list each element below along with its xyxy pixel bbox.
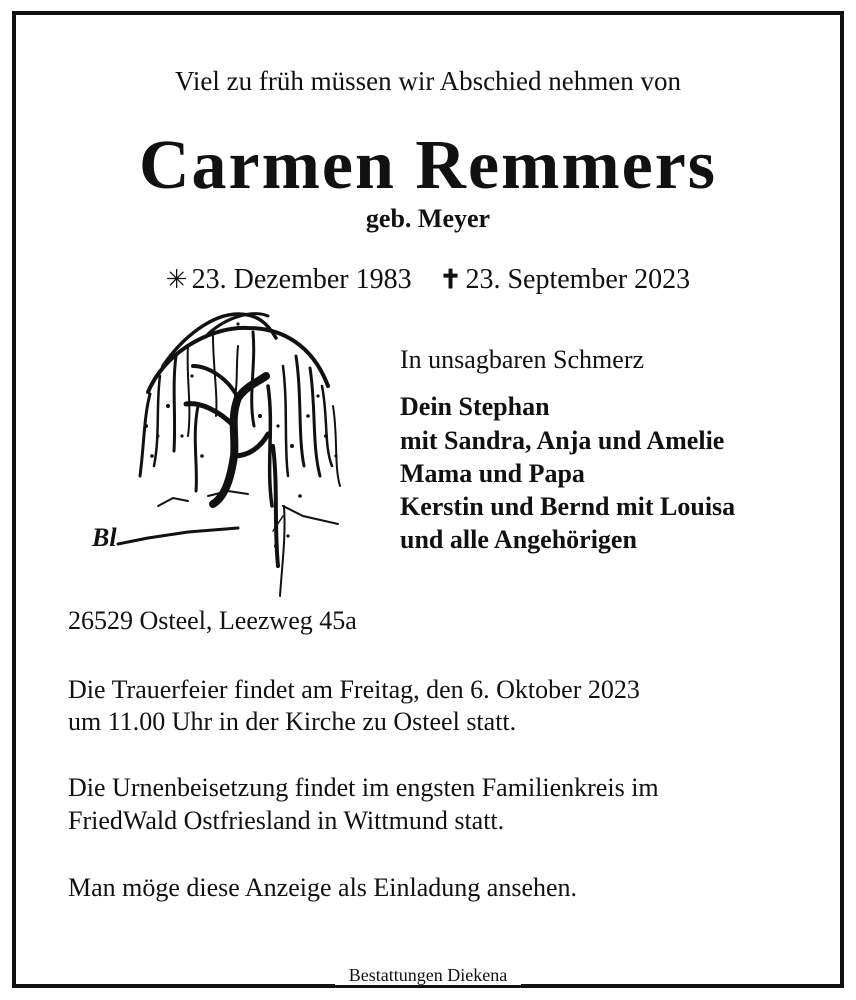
mourner-line: Mama und Papa [400,459,585,488]
urn-burial-line: Die Urnenbeisetzung findet im engsten Familienkreis im [68,773,659,802]
mourner-line: Kerstin und Bernd mit Louisa [400,492,736,521]
birth-date: 23. Dezember 1983 [191,264,412,295]
invitation-note: Man möge diese Anzeige als Einladung ansehen. [68,873,578,902]
mourner-line: und alle Angehörigen [400,525,637,554]
mourner-line: Dein Stephan [400,392,550,421]
mourner-line: mit Sandra, Anja und Amelie [400,426,725,455]
weeping-willow-icon [88,306,348,606]
footer [0,965,856,986]
mourners-intro: In unsagbaren Schmerz [400,345,645,374]
life-dates [0,264,856,296]
deceased-name: Carmen Remmers [138,127,718,204]
intro-line: Viel zu früh müssen wir Abschied nehmen von [174,66,682,96]
birth-name: geb. Meyer [365,204,491,233]
funeral-home-name: Bestattungen Diekena [335,965,521,985]
urn-burial-line: FriedWald Ostfriesland in Wittmund statt. [68,806,505,835]
funeral-service-line: um 11.00 Uhr in der Kirche zu Osteel statt. [68,707,517,736]
death-cross-icon: ✝ [439,265,462,294]
death-date: 23. September 2023 [465,264,691,295]
funeral-service-line: Die Trauerfeier findet am Freitag, den 6. Oktober 2023 [68,675,640,704]
birth-star-icon: ✳ [165,265,188,294]
illustration-signature: Bl [92,523,117,552]
address: 26529 Osteel, Leezweg 45a [68,606,357,635]
